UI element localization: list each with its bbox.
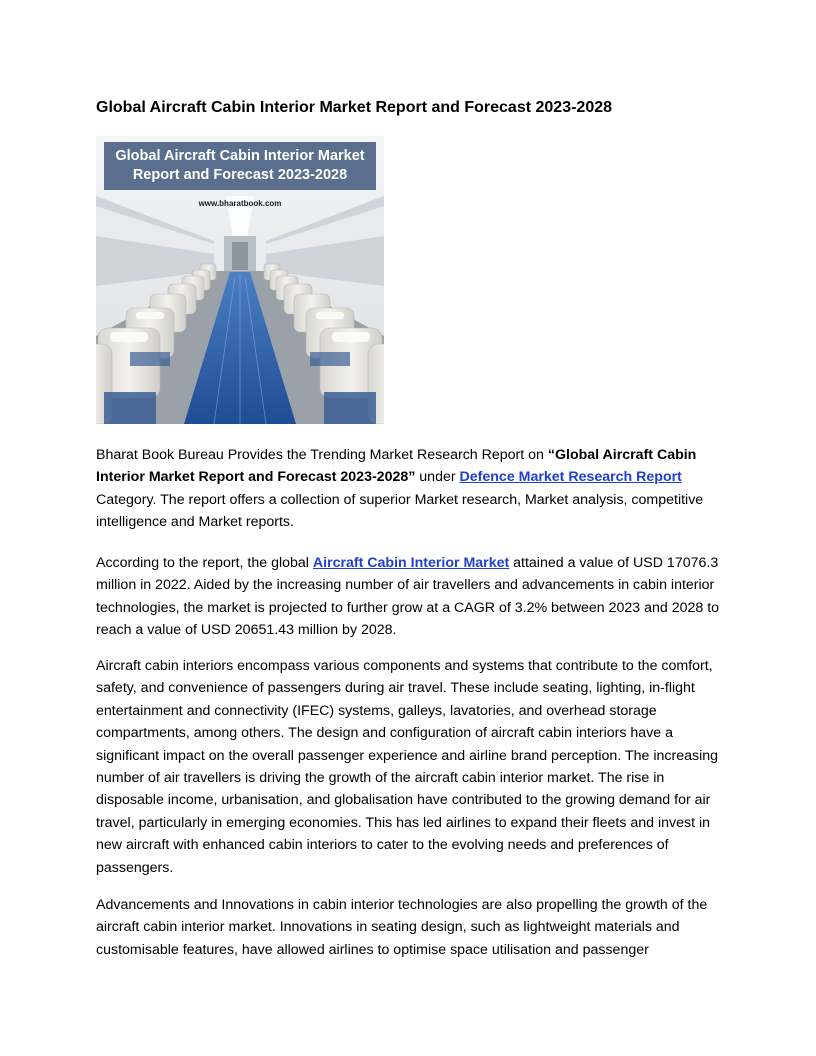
paragraph-innovations: Advancements and Innovations in cabin interior technologies are also propelling the growth of the aircraft cabin interior market. Innovations in seating design, such as lightweight materials and customisable features, have allowed airlines to optimise space utilisation and passenger bbox=[96, 897, 708, 958]
cover-banner bbox=[104, 142, 376, 190]
paragraph-intro-under: under bbox=[415, 469, 460, 486]
paragraph-intro-text: Bharat Book Bureau Provides the Trending Market Research Report on bbox=[96, 447, 548, 463]
cover-banner-line1: Global Aircraft Cabin Interior Market bbox=[115, 148, 365, 164]
paragraph-intro-rest: Category. The report offers a collection of superior Market research, Market analysis, competitive intelligence and Market reports. bbox=[96, 491, 704, 531]
document-title: Global Aircraft Cabin Interior Market Report and Forecast 2023-2028 bbox=[96, 99, 613, 116]
report-name: “Global Aircraft Cabin Interior Market Report and Forecast 2023-2028” bbox=[96, 447, 697, 486]
paragraph-cabin-interiors: Aircraft cabin interiors encompass various components and systems that contribute to the comfort, safety, and convenience of passengers during air travel. These include seating, lighting, in-flight entertainment and connectivity (IFEC) systems, galleys, lavatories, and overhead storage compartments, among others. The design and configuration of aircraft cabin interiors have a significant impact on the overall passenger experience and airline brand perception. The increasing number of air travellers is driving the growth of the aircraft cabin interior market. The rise in disposable income, urbanisation, and globalisation have contributed to the growing demand for air travel, particularly in emerging economies. This has led airlines to expand their fleets and invest in new aircraft with enhanced cabin interiors to cater to the evolving needs and preferences of passengers. bbox=[96, 658, 718, 876]
paragraph-market-value bbox=[96, 552, 720, 642]
cover-banner-line2: Report and Forecast 2023-2028 bbox=[132, 167, 348, 183]
paragraph-market-rest: attained a value of USD 17076.3 million in 2022. Aided by the increasing number of air travellers and advancements in cabin interior technologies, the market is projected to further grow at a CAGR of 3.2% between 2023 and 2028 to reach a value of USD 20651.43 million by 2028. bbox=[96, 555, 720, 639]
cover-image bbox=[96, 136, 384, 424]
aircraft-cabin-interior-market-link[interactable]: Aircraft Cabin Interior Market bbox=[312, 555, 510, 571]
cover-url: www.bharatbook.com bbox=[198, 199, 282, 208]
paragraph-market-intro: According to the report, the global bbox=[96, 555, 313, 571]
paragraph-intro bbox=[96, 444, 720, 534]
defence-market-research-report-link[interactable]: Defence Market Research Report bbox=[459, 469, 682, 486]
